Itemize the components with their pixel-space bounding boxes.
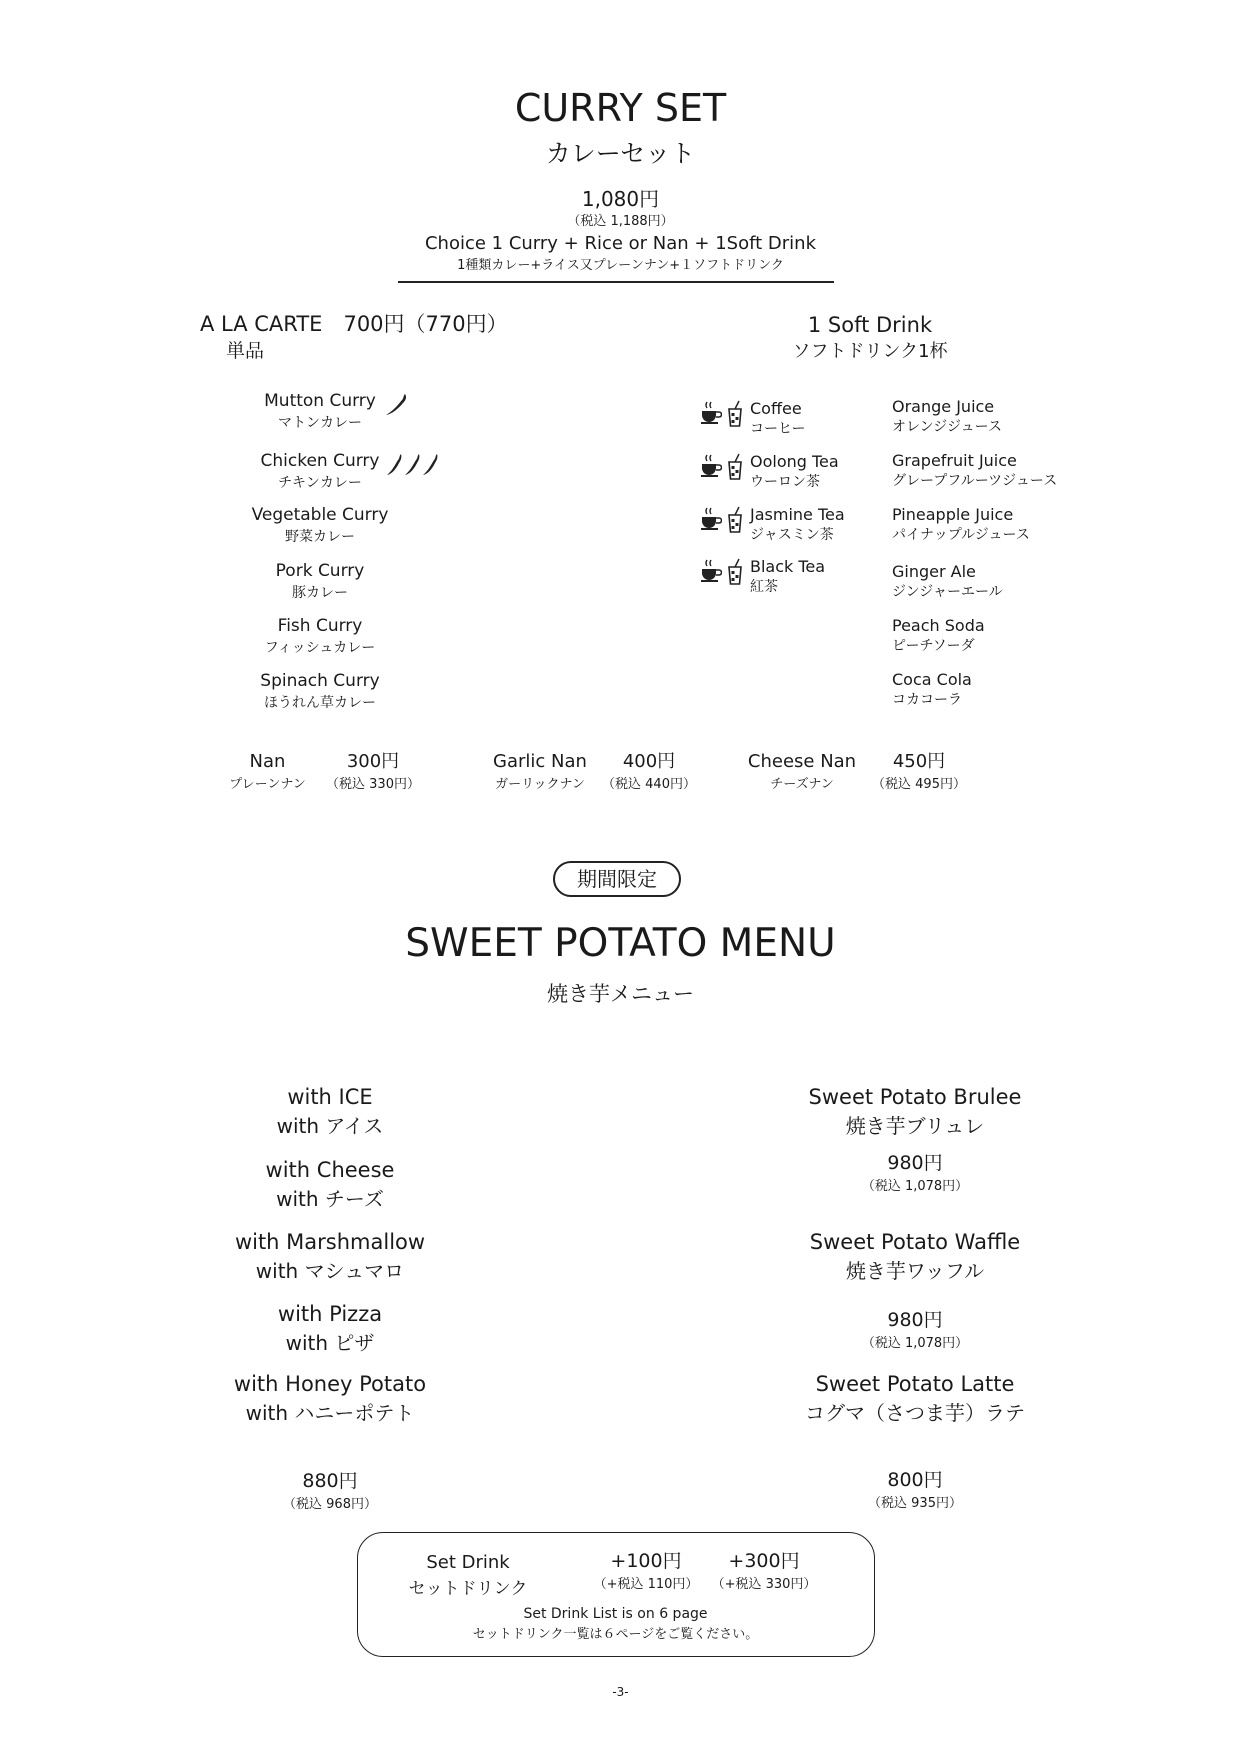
drink-item (892, 506, 1030, 544)
chili-pepper-icon (421, 452, 439, 478)
topping-item (200, 1085, 460, 1139)
curry-name-jp: ほうれん草カレー (264, 694, 376, 711)
a-la-carte-heading: A LA CARTE 700円（770円） (200, 312, 508, 336)
nan-row (0, 752, 1241, 802)
special-price: 980円 (887, 1309, 943, 1332)
soft-drink-subheading: ソフトドリンク1杯 (792, 341, 948, 363)
set-drink-price: +300円 (728, 1550, 800, 1572)
hot-cup-icon (700, 453, 722, 479)
topping-name-jp: with アイス (276, 1114, 384, 1139)
nan-price-tax: （税込 495円） (872, 776, 966, 792)
special-price-tax: （税込 1,078円） (861, 1336, 969, 1352)
spicy-level-3 (385, 452, 439, 478)
drink-name-jp: コーヒー (750, 421, 806, 438)
topping-name-jp: with マシュマロ (255, 1259, 405, 1284)
curry-name-jp: 豚カレー (292, 584, 348, 601)
drink-name-en: Oolong Tea (750, 452, 839, 471)
drink-name-en: Orange Juice (892, 397, 995, 416)
special-price-tax: （税込 935円） (868, 1496, 962, 1512)
special-name-jp: 焼き芋ワッフル (845, 1259, 985, 1284)
drink-item (892, 452, 1057, 490)
curry-set-header (0, 88, 1241, 170)
drink-name-en: Pineapple Juice (892, 505, 1014, 524)
special-price: 800円 (887, 1469, 943, 1492)
drink-name-jp: コカコーラ (892, 692, 962, 709)
curry-name-jp: フィッシュカレー (264, 639, 376, 656)
set-drink-price-tax: （+税込 330円） (711, 1576, 817, 1592)
toppings-price (200, 1471, 460, 1512)
special-item (780, 1372, 1050, 1511)
curry-set-description (0, 234, 1241, 273)
curry-name-en: Mutton Curry (264, 391, 376, 411)
drink-name-jp: オレンジジュース (892, 419, 1002, 436)
set-drink-price-tax: （+税込 110円） (593, 1576, 699, 1592)
drink-name-en: Black Tea (750, 557, 826, 576)
toppings-price-value: 880円 (302, 1470, 358, 1492)
drink-item (700, 558, 825, 596)
drink-item (700, 400, 805, 438)
nan-price-tax: （税込 440円） (602, 776, 696, 792)
curry-name-en: Pork Curry (275, 561, 365, 581)
sweet-potato-title: SWEET POTATO MENU (405, 921, 836, 966)
drink-name-jp: ウーロン茶 (750, 474, 820, 491)
nan-price (318, 752, 428, 792)
drink-item (892, 398, 1002, 436)
nan-price-tax: （税込 330円） (326, 776, 420, 792)
nan-item (740, 752, 864, 792)
drink-name-en: Peach Soda (892, 616, 985, 635)
curry-set-title: CURRY SET (514, 86, 727, 130)
nan-name-jp: チーズナン (770, 776, 834, 792)
sweet-potato-subtitle: 焼き芋メニュー (547, 981, 694, 1006)
limited-time-badge: 期間限定 (553, 861, 681, 897)
nan-name-jp: ガーリックナン (495, 776, 585, 792)
drink-item (892, 617, 985, 655)
iced-glass-icon (726, 506, 744, 534)
special-name-en: Sweet Potato Brulee (808, 1085, 1022, 1109)
curry-set-desc-jp: 1種類カレー+ライス又プレーンナン+１ソフトドリンク (457, 257, 784, 273)
topping-name-en: with Cheese (265, 1158, 395, 1182)
special-name-jp: 焼き芋ブリュレ (845, 1114, 985, 1139)
nan-price-value: 450円 (892, 751, 946, 772)
drink-item (892, 671, 972, 709)
iced-glass-icon (726, 453, 744, 481)
nan-name-en: Nan (249, 751, 286, 772)
drink-item (700, 453, 839, 491)
curry-item (230, 506, 410, 546)
special-name-en: Sweet Potato Waffle (809, 1230, 1021, 1254)
set-drink-price-option (586, 1551, 706, 1592)
set-drink-box (357, 1532, 875, 1657)
drink-name-jp: 紅茶 (750, 579, 778, 596)
topping-name-en: with ICE (287, 1085, 373, 1109)
topping-name-jp: with ハニーポテト (245, 1401, 415, 1426)
curry-set-price: 1,080円 (581, 187, 660, 211)
nan-name-en: Cheese Nan (747, 751, 857, 772)
drink-name-jp: ピーチソーダ (892, 638, 975, 655)
a-la-carte-subheading: 単品 (225, 340, 264, 363)
curry-set-price-block (0, 188, 1241, 229)
set-drink-note (358, 1606, 873, 1642)
topping-item (200, 1158, 460, 1212)
special-price-tax: （税込 1,078円） (861, 1179, 969, 1195)
set-drink-label-jp: セットドリンク (408, 1578, 528, 1599)
drink-name-en: Ginger Ale (892, 562, 976, 581)
set-drink-price: +100円 (610, 1550, 682, 1572)
topping-name-en: with Pizza (277, 1302, 383, 1326)
page-number: -3- (612, 1685, 629, 1699)
curry-name-en: Fish Curry (277, 616, 363, 636)
set-drink-note-en: Set Drink List is on 6 page (523, 1606, 708, 1622)
nan-name-jp: プレーンナン (229, 776, 306, 792)
drink-name-jp: ジャスミン茶 (750, 527, 834, 544)
soft-drink-header (760, 314, 980, 363)
set-drink-label-en: Set Drink (426, 1552, 510, 1573)
iced-glass-icon (726, 558, 744, 586)
curry-name-en: Vegetable Curry (251, 505, 389, 525)
soft-drink-heading: 1 Soft Drink (807, 313, 933, 337)
drink-name-jp: グレープフルーツジュース (892, 473, 1058, 490)
topping-item (200, 1302, 460, 1356)
drink-name-en: Coca Cola (892, 670, 972, 689)
nan-price-value: 400円 (622, 751, 676, 772)
sweet-potato-header (0, 923, 1241, 1008)
curry-name-en: Spinach Curry (260, 671, 380, 691)
curry-item (230, 452, 410, 492)
special-item (780, 1085, 1050, 1194)
hot-cup-icon (700, 400, 722, 426)
drink-name-jp: パイナップルジュース (892, 527, 1030, 544)
drink-item (700, 506, 845, 544)
nan-price (864, 752, 974, 792)
toppings-price-tax: （税込 968円） (283, 1496, 377, 1512)
set-drink-label (398, 1553, 538, 1599)
drink-name-en: Coffee (750, 399, 802, 418)
chili-pepper-icon (383, 392, 409, 418)
hot-cup-icon (700, 558, 722, 584)
topping-item (200, 1230, 460, 1284)
drink-name-en: Grapefruit Juice (892, 451, 1017, 470)
topping-name-en: with Marshmallow (234, 1230, 426, 1254)
drink-name-jp: ジンジャーエール (892, 584, 1003, 601)
a-la-carte-header (200, 312, 508, 363)
drink-item (892, 563, 1003, 601)
topping-name-jp: with ピザ (285, 1331, 375, 1356)
special-price: 980円 (887, 1152, 943, 1175)
nan-item (478, 752, 602, 792)
curry-name-jp: 野菜カレー (285, 528, 355, 545)
curry-name-en: Chicken Curry (260, 451, 380, 471)
set-drink-note-jp: セットドリンク一覧は６ページをご覧ください。 (472, 1626, 759, 1642)
curry-set-desc-en: Choice 1 Curry + Rice or Nan + 1Soft Drink (424, 233, 817, 254)
set-drink-price-option (704, 1551, 824, 1592)
nan-price-value: 300円 (346, 751, 400, 772)
curry-item (230, 617, 410, 657)
iced-glass-icon (726, 400, 744, 428)
curry-set-subtitle: カレーセット (545, 138, 696, 168)
drink-name-en: Jasmine Tea (750, 505, 845, 524)
special-name-en: Sweet Potato Latte (815, 1372, 1015, 1396)
header-divider (398, 281, 834, 283)
curry-set-price-tax: （税込 1,188円） (567, 214, 674, 229)
curry-name-jp: チキンカレー (278, 474, 362, 491)
special-item (780, 1230, 1050, 1351)
curry-item (230, 562, 410, 602)
nan-name-en: Garlic Nan (493, 751, 587, 772)
nan-item (210, 752, 325, 792)
topping-name-jp: with チーズ (276, 1187, 384, 1212)
topping-item (200, 1372, 460, 1426)
curry-name-jp: マトンカレー (278, 414, 362, 431)
chili-pepper-icon (403, 452, 421, 478)
nan-price (594, 752, 704, 792)
topping-name-en: with Honey Potato (233, 1372, 427, 1396)
hot-cup-icon (700, 506, 722, 532)
special-name-jp: コグマ（さつま芋）ラテ (805, 1401, 1025, 1426)
curry-item (230, 672, 410, 712)
chili-pepper-icon (385, 452, 403, 478)
